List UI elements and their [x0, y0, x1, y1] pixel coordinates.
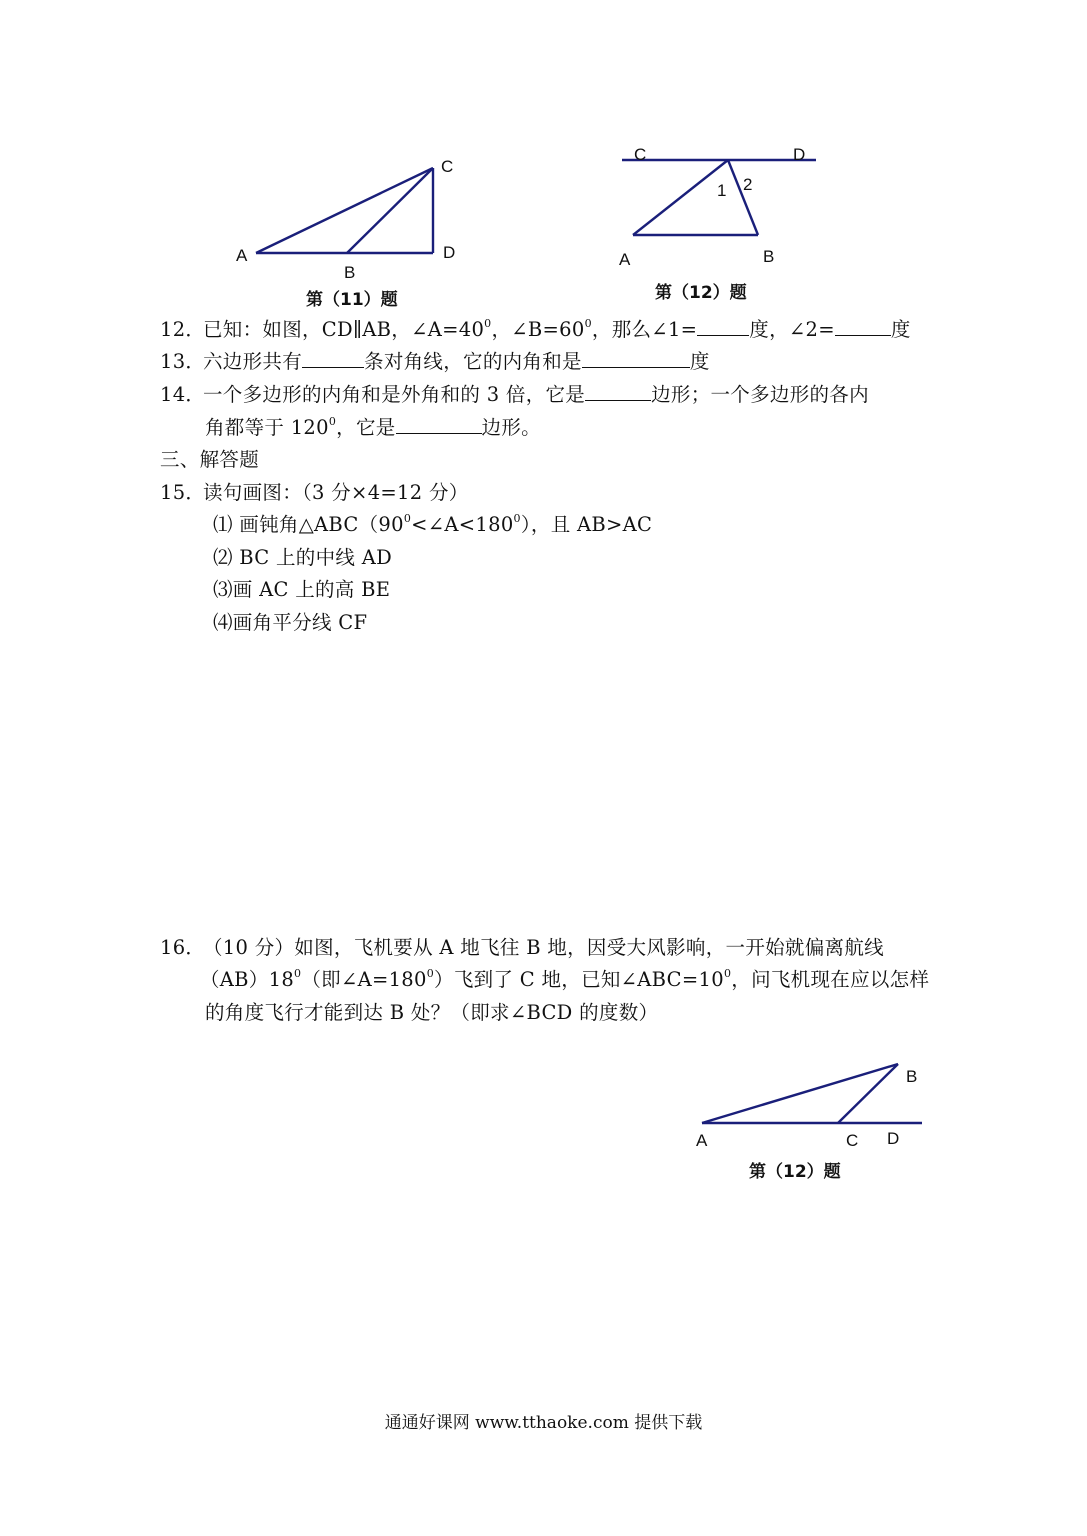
superscript: 0: [484, 316, 492, 330]
segment-AC: [256, 168, 433, 253]
figure-11-caption: 第（11）题: [306, 290, 398, 310]
label-D: D: [793, 145, 806, 164]
question-number: 15．: [160, 481, 206, 504]
answer-blank-diagonals[interactable]: [302, 349, 364, 368]
question-text: 六边形共有: [203, 350, 303, 373]
answer-blank-angle-1[interactable]: [697, 317, 749, 336]
segment-B-apex: [728, 160, 758, 235]
superscript: 0: [723, 966, 732, 980]
item-text: ），且 AB>AC: [520, 513, 653, 536]
segment-BC: [347, 168, 433, 253]
question-text: ）飞到了 C 地，已知∠ABC=10: [434, 968, 724, 991]
question-13: [160, 349, 710, 375]
question-text: （10 分）如图，飞机要从 A 地飞往 B 地，因受大风影响，一开始就偏离航线: [203, 936, 884, 959]
question-number: 12．: [160, 318, 206, 341]
section-heading: 三、解答题: [160, 448, 260, 471]
item-text: ⑴ 画钝角△ABC（90: [213, 513, 404, 536]
question-text: （即∠A=180: [301, 968, 427, 991]
figure-12: [610, 140, 830, 275]
superscript: 0: [294, 966, 302, 980]
figure-12-drawing: [610, 140, 830, 275]
question-15-item-2: ⑵ BC 上的中线 AD: [213, 546, 393, 569]
label-A: A: [696, 1131, 708, 1150]
question-text: 度: [689, 350, 710, 373]
superscript: 0: [403, 511, 412, 525]
question-15: [160, 480, 469, 506]
label-A: A: [619, 250, 631, 269]
item-text: <∠A<180: [411, 513, 514, 536]
question-text: ，问飞机现在应以怎样: [731, 968, 930, 991]
question-text: （AB）18: [200, 968, 295, 991]
question-16: [160, 935, 884, 961]
label-A: A: [236, 246, 248, 265]
question-16-line-2: [200, 967, 929, 993]
page-footer: 通通好课网 www.tthaoke.com 提供下载: [384, 1413, 703, 1433]
superscript: 0: [328, 414, 337, 428]
label-D: D: [887, 1129, 900, 1148]
label-angle-2: 2: [743, 175, 753, 194]
question-text: 读句画图：（3 分×4=12 分）: [203, 481, 469, 504]
question-16-line-3: 的角度飞行才能到达 B 处？（即求∠BCD 的度数）: [205, 1001, 659, 1024]
figure-16-caption: 第（12）题: [749, 1162, 841, 1182]
figure-16: [690, 1055, 930, 1155]
question-15-item-4: ⑷画角平分线 CF: [213, 611, 368, 634]
question-text: 边形。: [481, 416, 541, 439]
label-C: C: [846, 1131, 859, 1150]
question-number: 14．: [160, 383, 206, 406]
figure-11: [225, 150, 475, 290]
question-text: 一个多边形的内角和是外角和的 3 倍，它是: [203, 383, 586, 406]
question-text: ，∠B=60: [491, 318, 585, 341]
question-14-cont: [205, 415, 541, 441]
question-text: 已知：如图，CD∥AB，∠A=40: [203, 318, 485, 341]
answer-blank-angle-sum[interactable]: [582, 349, 690, 368]
label-C: C: [441, 157, 454, 176]
question-number: 16．: [160, 936, 206, 959]
question-number: 13．: [160, 350, 206, 373]
question-12: [160, 317, 911, 343]
label-angle-1: 1: [717, 181, 727, 200]
superscript: 0: [513, 511, 521, 525]
label-B: B: [906, 1067, 918, 1086]
answer-blank-polygon-1[interactable]: [585, 382, 651, 401]
superscript: 0: [426, 966, 435, 980]
question-14: [160, 382, 869, 408]
question-text: 度: [890, 318, 911, 341]
question-text: ，那么∠1=: [591, 318, 698, 341]
label-B: B: [763, 247, 775, 266]
figure-16-drawing: [690, 1055, 930, 1155]
figure-12-caption: 第（12）题: [655, 283, 747, 303]
question-15-item-3: ⑶画 AC 上的高 BE: [213, 578, 391, 601]
superscript: 0: [584, 316, 592, 330]
answer-blank-angle-2[interactable]: [835, 317, 891, 336]
question-15-item-1: [213, 512, 652, 538]
figure-11-drawing: [225, 150, 475, 290]
label-C: C: [634, 145, 647, 164]
answer-blank-polygon-2[interactable]: [396, 415, 482, 434]
question-text: ，它是: [336, 416, 396, 439]
question-text: 角都等于 120: [205, 416, 329, 439]
question-text: 条对角线，它的内角和是: [364, 350, 582, 373]
segment-A-apex: [633, 160, 728, 235]
question-text: 边形；一个多边形的各内: [651, 383, 869, 406]
label-B: B: [344, 263, 356, 282]
question-text: 度，∠2=: [749, 318, 835, 341]
label-D: D: [443, 243, 456, 262]
